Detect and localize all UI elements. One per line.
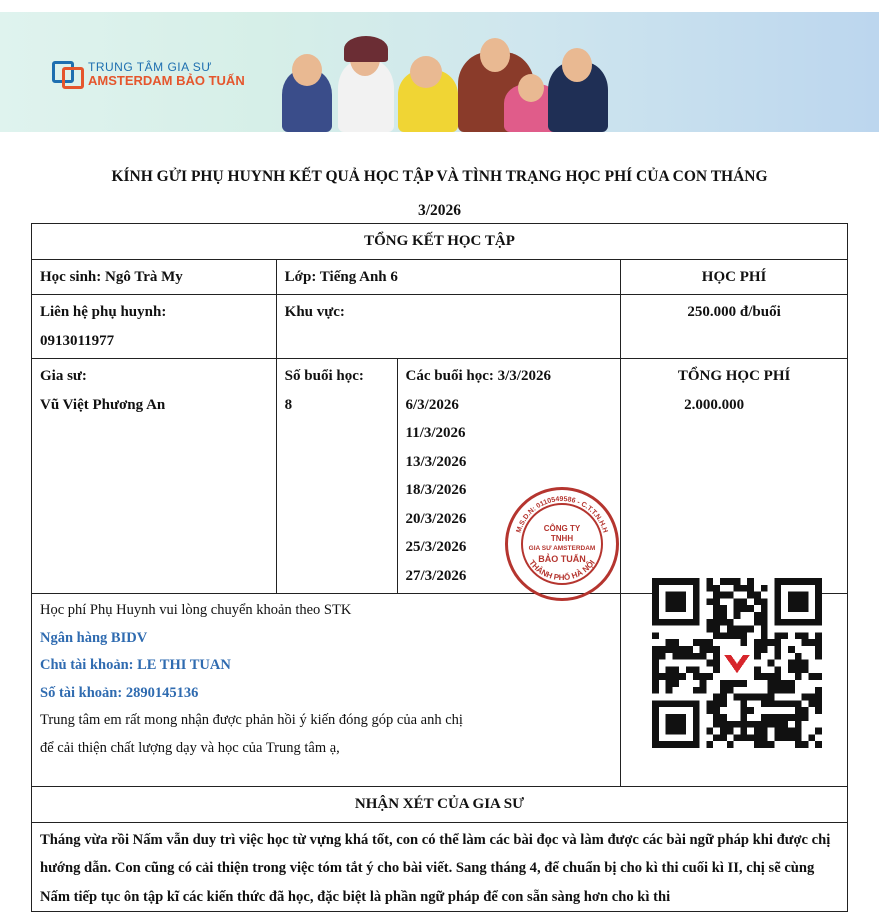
page-title [0, 160, 879, 228]
title-line2: 3/2026 [417, 202, 462, 219]
stamp-line3: GIA SƯ AMSTERDAM [528, 545, 596, 552]
feedback-note-line1: Trung tâm em rất mong nhận được phản hồi ý kiến đóng góp của anh chị [40, 712, 463, 728]
total-fee-label: TỔNG HỌC PHÍ [677, 368, 791, 384]
center-logo [52, 60, 245, 88]
tutor-cell [32, 359, 277, 594]
svg-text:THÀNH PHỐ HÀ NỘI [527, 558, 597, 582]
sessions-label: Số buổi học: [284, 368, 364, 384]
stamp-line2: TNHH [550, 534, 574, 543]
header-banner [0, 12, 879, 132]
stamp-ring-text: M.S.D.N: 0110549586 - C.T.T.N.H.H [515, 495, 609, 534]
parent-contact-label: Liên hệ phụ huynh: [40, 304, 167, 320]
account-holder: Chủ tài khoản: LE THI TUAN [40, 657, 231, 673]
session-date: 20/3/2026 [405, 510, 467, 527]
student-name: Học sinh: Ngô Trà My [32, 259, 277, 295]
fee-per-session: 250.000 đ/buổi [621, 295, 848, 359]
session-date: 18/3/2026 [405, 482, 467, 498]
total-fee-value: 2.000.000 [684, 396, 745, 413]
area: Khu vực: [276, 295, 621, 359]
session-date: 11/3/2026 [405, 425, 466, 441]
session-date: 27/3/2026 [405, 567, 467, 584]
svg-text:M.S.D.N: 0110549586 - C.T.T.N. [516, 496, 609, 534]
summary-header: TỔNG KẾT HỌC TẬP [32, 224, 848, 260]
payment-intro: Học phí Phụ Huynh vui lòng chuyển khoản theo STK [40, 602, 352, 618]
qr-code-icon [652, 578, 822, 748]
banner-photo [272, 32, 612, 132]
stamp-line1: CÔNG TY [543, 524, 581, 533]
session-date: 25/3/2026 [405, 539, 467, 555]
company-stamp [505, 487, 619, 601]
logo-mark-icon [52, 61, 82, 87]
session-date: 6/3/2026 [405, 396, 459, 413]
session-dates-label: Các buổi học: 3/3/2026 [405, 368, 551, 384]
report-table [31, 223, 848, 912]
review-header: NHẬN XÉT CỦA GIA SƯ [32, 787, 848, 823]
class-name: Lớp: Tiếng Anh 6 [276, 259, 621, 295]
feedback-note-line2: để cải thiện chất lượng dạy và học của Trung tâm ạ, [40, 739, 340, 756]
parent-contact-phone: 0913011977 [40, 332, 115, 349]
stamp-line4: BẢO TUẤN [538, 554, 586, 564]
tutor-name: Vũ Việt Phương An [40, 396, 166, 413]
sessions-count: 8 [284, 396, 293, 413]
payment-cell [32, 594, 621, 787]
stamp-bottom-text: THÀNH PHỐ HÀ NỘI [527, 558, 597, 583]
review-text: Tháng vừa rồi Nấm vẫn duy trì việc học từ vựng khá tốt, con có thể làm các bài đọc và làm được các bài ngữ pháp khi được chị hướng dẫn. Con cũng có cải thiện trong việc tóm tắt ý cho bài viết. Sang tháng 4, để chuẩn bị cho kì thi cuối kì II, chị sẽ cùng Nấm tiếp tục ôn tập kĩ các kiến thức đã học, đặc biệt là phần ngữ pháp để con sẵn sàng hơn cho kì thi [32, 822, 848, 912]
bank-name: Ngân hàng BIDV [40, 629, 148, 646]
logo-line2: AMSTERDAM BẢO TUẤN [88, 73, 245, 88]
logo-line1: TRUNG TÂM GIA SƯ [88, 60, 213, 74]
tutor-label: Gia sư: [40, 368, 87, 384]
parent-contact [32, 295, 277, 359]
account-number: Số tài khoản: 2890145136 [40, 684, 199, 701]
fee-header: HỌC PHÍ [621, 259, 848, 295]
total-fee-cell [621, 359, 848, 594]
title-line1: KÍNH GỬI PHỤ HUYNH KẾT QUẢ HỌC TẬP VÀ TÌNH TRẠNG HỌC PHÍ CỦA CON THÁNG [111, 168, 768, 185]
session-date: 13/3/2026 [405, 453, 467, 470]
sessions-cell [276, 359, 397, 594]
